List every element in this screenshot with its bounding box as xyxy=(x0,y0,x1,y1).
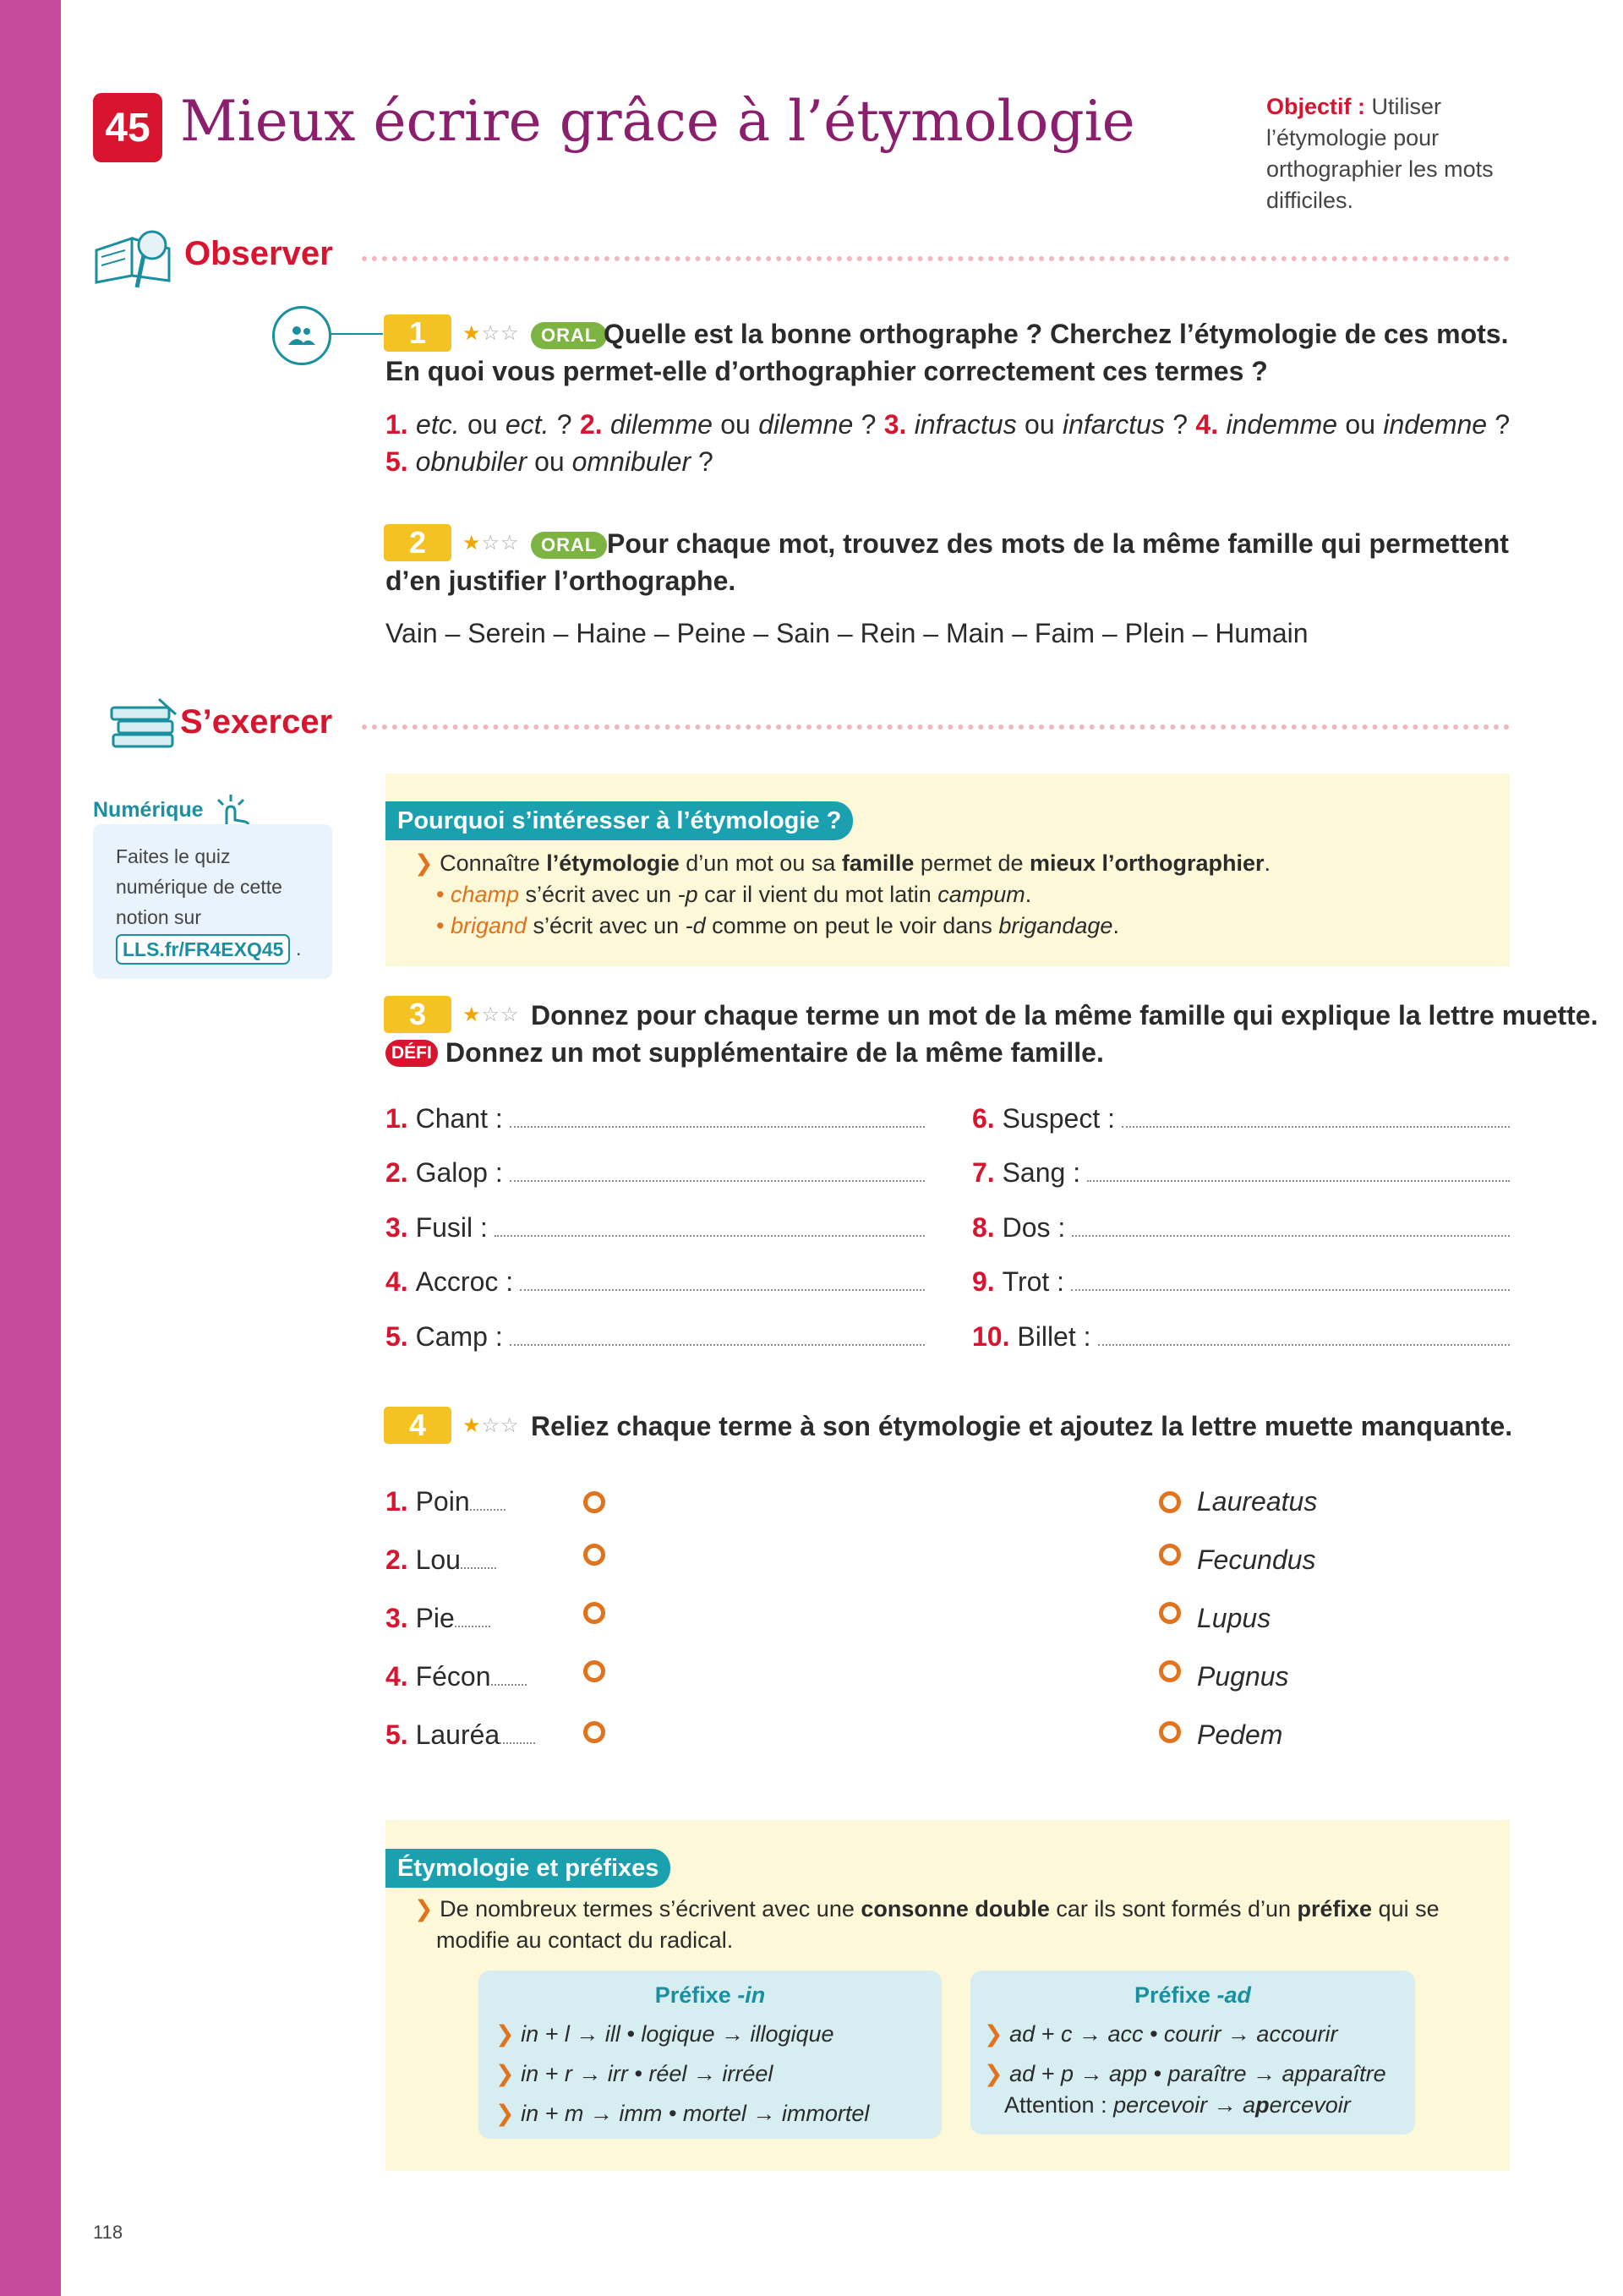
books-icon xyxy=(108,697,179,756)
etymology-4: Pugnus xyxy=(1197,1661,1289,1692)
ex3-item-8[interactable]: 8. Dos : xyxy=(972,1212,1510,1244)
prefix-ad-line-2: ❯ ad + p → app • paraître → apparaître xyxy=(984,2061,1386,2086)
link-dot-left-2[interactable] xyxy=(583,1544,605,1566)
page-title: Mieux écrire grâce à l’étymologie xyxy=(180,89,1135,154)
etymology-info-title: Pourquoi s’intéresser à l’étymologie ? xyxy=(385,801,853,840)
etymology-3: Lupus xyxy=(1197,1603,1271,1633)
exercer-heading: S’exercer xyxy=(180,703,333,741)
observer-icon xyxy=(93,227,178,297)
ex2-instruction: Pour chaque mot, trouvez des mots de la même famille qui permettent d’en justifier l’orthographe. xyxy=(385,528,1509,596)
prefix-in-title: Préfixe -in xyxy=(654,1982,766,2008)
numerique-label: Numérique xyxy=(93,798,204,822)
objectif-block xyxy=(1266,91,1520,216)
numerique-link[interactable]: LLS.fr/FR4EXQ45 xyxy=(116,934,290,965)
observer-heading: Observer xyxy=(184,235,333,272)
ex2-number: 2 xyxy=(384,524,451,561)
ex3-item-2[interactable]: 2. Galop : xyxy=(385,1157,925,1189)
ex2-word-list: Vain – Serein – Haine – Peine – Sain – Rein – Main – Faim – Plein – Humain xyxy=(385,618,1309,648)
link-dot-left-3[interactable] xyxy=(583,1602,605,1624)
connector-line xyxy=(329,333,383,335)
etymology-2: Fecundus xyxy=(1197,1544,1316,1575)
ex4-term-4: 4. Fécon xyxy=(385,1661,527,1692)
objectif-label: Objectif : xyxy=(1266,94,1366,119)
prefix-info-text: ❯ De nombreux termes s’écrivent avec une consonne double car ils sont formés d’un préfixe qui se modifie au contact du radical. xyxy=(414,1896,1440,1953)
ex3-item-4[interactable]: 4. Accroc : xyxy=(385,1266,925,1298)
ex1-number: 1 xyxy=(384,314,451,352)
ex3-item-5[interactable]: 5. Camp : xyxy=(385,1321,925,1353)
link-dot-right-2[interactable] xyxy=(1159,1544,1181,1566)
etymology-5: Pedem xyxy=(1197,1719,1283,1750)
prefix-info-title: Étymologie et préfixes xyxy=(385,1849,670,1888)
observer-divider xyxy=(362,256,1510,261)
ex3-item-7[interactable]: 7. Sang : xyxy=(972,1157,1510,1189)
link-dot-left-5[interactable] xyxy=(583,1721,605,1743)
ex2-oral-badge: ORAL xyxy=(531,532,607,559)
ex4-term-1: 1. Poin xyxy=(385,1486,505,1517)
ex1-instruction: Quelle est la bonne orthographe ? Cherchez l’étymologie de ces mots. En quoi vous permet-elle d’orthographier correctement ces termes ? xyxy=(385,319,1509,386)
ex4-difficulty-stars: ★☆☆ xyxy=(462,1414,520,1437)
link-dot-right-3[interactable] xyxy=(1159,1602,1181,1624)
ex3-number: 3 xyxy=(384,996,451,1033)
prefix-ad-line-1: ❯ ad + c → acc • courir → accourir xyxy=(984,2021,1338,2047)
defi-instruction: Donnez un mot supplémentaire de la même famille. xyxy=(445,1037,1104,1068)
ex3-item-3[interactable]: 3. Fusil : xyxy=(385,1212,925,1244)
group-work-icon xyxy=(272,306,331,365)
ex1-difficulty-stars: ★☆☆ xyxy=(462,322,520,345)
ex4-number: 4 xyxy=(384,1407,451,1444)
prefix-in-line-2: ❯ in + r → irr • réel → irréel xyxy=(495,2061,773,2086)
page-number: 118 xyxy=(93,2222,123,2243)
ex3-item-9[interactable]: 9. Trot : xyxy=(972,1266,1510,1298)
ex1-oral-badge: ORAL xyxy=(531,322,607,349)
ex4-term-3: 3. Pie xyxy=(385,1603,490,1634)
link-dot-right-5[interactable] xyxy=(1159,1721,1181,1743)
lesson-number-badge: 45 xyxy=(93,93,162,162)
link-dot-right-4[interactable] xyxy=(1159,1660,1181,1682)
etymology-info-line1: ❯ Connaître l’étymologie d’un mot ou sa famille permet de mieux l’orthographier. xyxy=(414,850,1271,876)
prefix-in-box xyxy=(478,1971,942,2139)
defi-badge: DÉFI xyxy=(385,1040,438,1067)
objectif-text: Utiliser l’étymologie pour orthographier les mots difficiles. xyxy=(1266,94,1494,213)
etymology-example-champ: • champ s’écrit avec un -p car il vient du mot latin campum. xyxy=(436,882,1032,907)
ex3-instruction: Donnez pour chaque terme un mot de la même famille qui explique la lettre muette. xyxy=(531,1000,1598,1030)
prefix-in-line-1: ❯ in + l → ill • logique → illogique xyxy=(495,2021,834,2047)
numerique-text: Faites le quiz numérique de cette notion sur xyxy=(116,845,282,928)
prefix-ad-title: Préfixe -ad xyxy=(1134,1982,1252,2008)
prefix-ad-box xyxy=(970,1971,1415,2135)
ex3-item-6[interactable]: 6. Suspect : xyxy=(972,1103,1510,1134)
ex4-term-5: 5. Lauréa xyxy=(385,1719,535,1751)
prefix-ad-attention: Attention : percevoir → apercevoir xyxy=(1004,2092,1351,2118)
ex3-item-1[interactable]: 1. Chant : xyxy=(385,1103,925,1134)
numerique-box xyxy=(93,824,332,979)
left-color-bar xyxy=(0,0,61,2296)
numerique-dot: . xyxy=(296,938,302,959)
ex3-item-10[interactable]: 10. Billet : xyxy=(972,1321,1510,1353)
prefix-in-line-3: ❯ in + m → imm • mortel → immortel xyxy=(495,2101,870,2126)
ex1-items: 1. etc. ou ect. ? 2. dilemme ou dilemne ? 3. infractus ou infarctus ? 4. indemme ou indemne ? 5. obnubiler ou omnibuler ? xyxy=(385,409,1511,477)
link-dot-left-1[interactable] xyxy=(583,1491,605,1513)
link-dot-left-4[interactable] xyxy=(583,1660,605,1682)
link-dot-right-1[interactable] xyxy=(1159,1491,1181,1513)
ex3-difficulty-stars: ★☆☆ xyxy=(462,1003,520,1026)
ex4-term-2: 2. Lou xyxy=(385,1544,496,1576)
ex4-instruction: Reliez chaque terme à son étymologie et ajoutez la lettre muette manquante. xyxy=(531,1411,1513,1441)
ex2-difficulty-stars: ★☆☆ xyxy=(462,532,520,555)
etymology-example-brigand: • brigand s’écrit avec un -d comme on peut le voir dans brigandage. xyxy=(436,913,1119,938)
etymology-1: Laureatus xyxy=(1197,1486,1318,1517)
exercer-divider xyxy=(362,724,1510,730)
